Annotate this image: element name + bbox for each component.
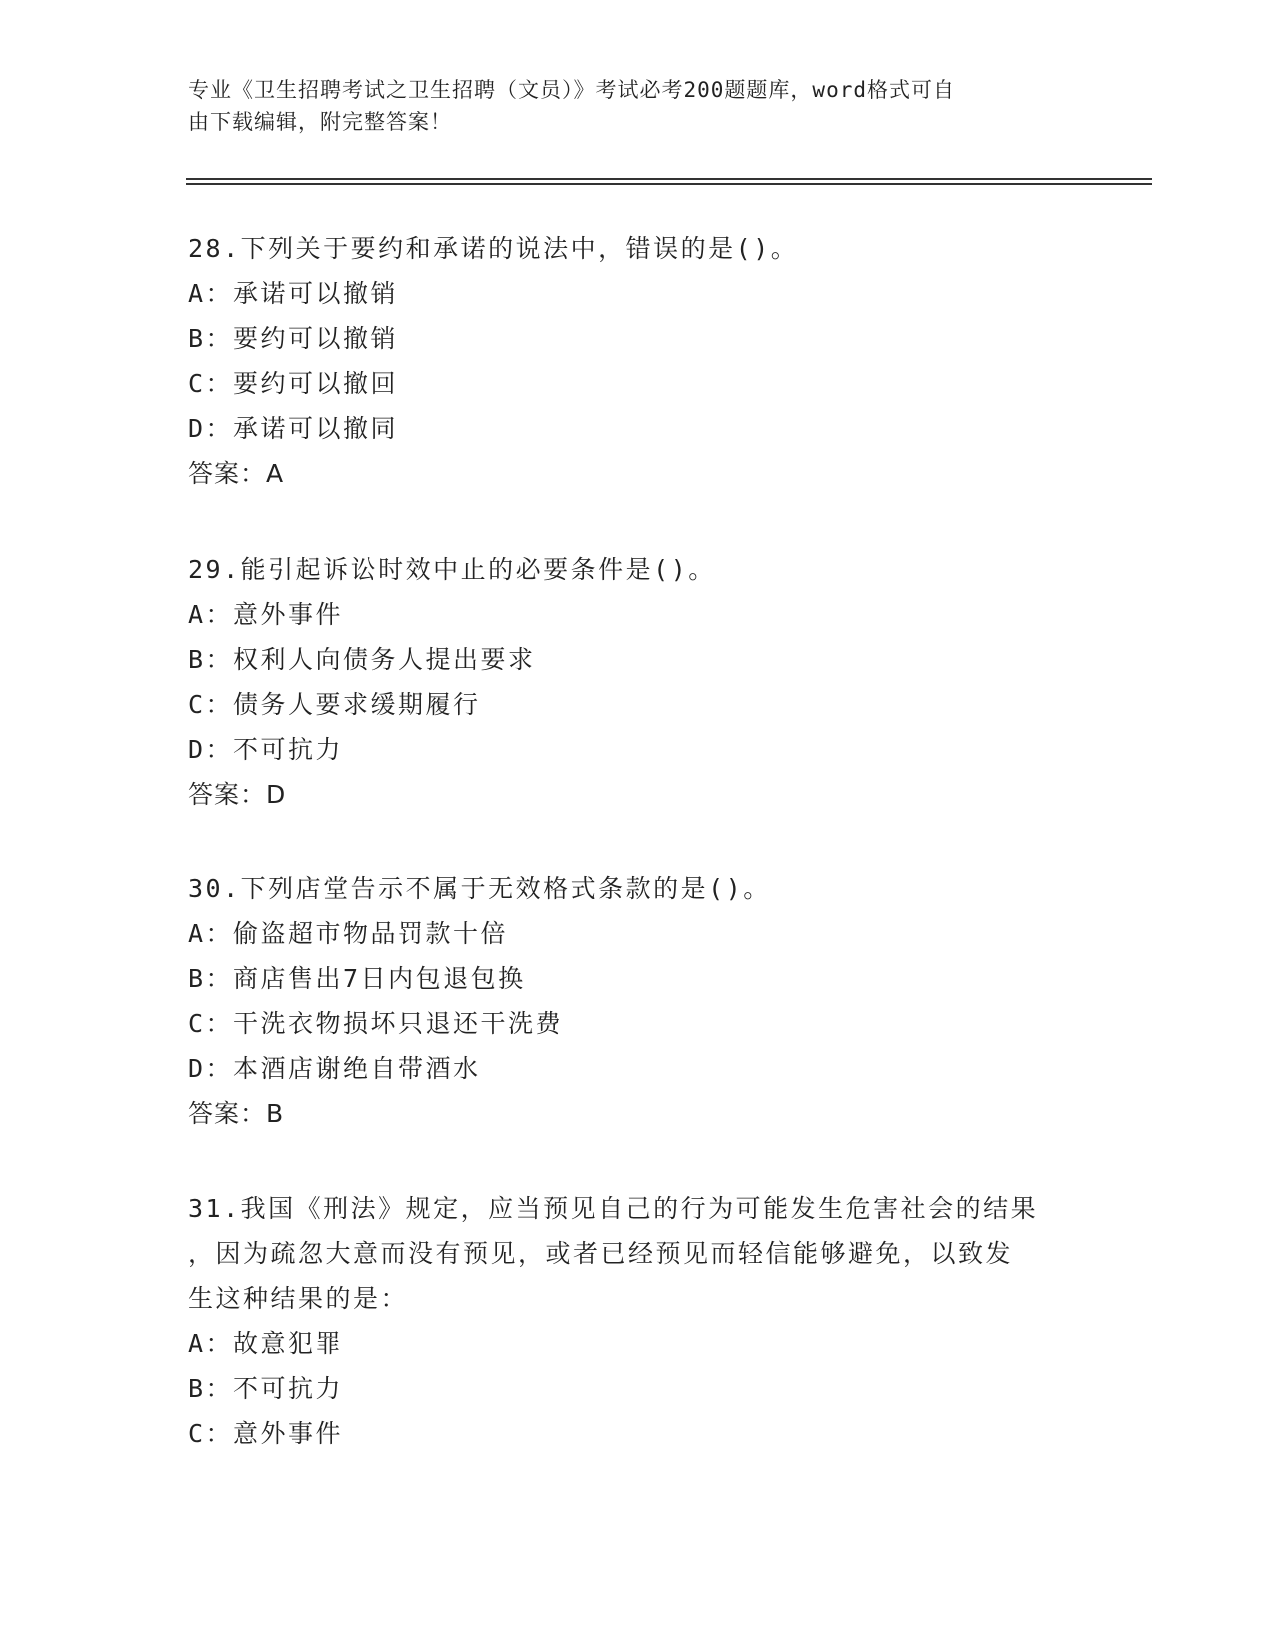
option-b: B：要约可以撤销 [188,324,399,353]
option-d: D：不可抗力 [188,735,344,764]
option-b: B：权利人向债务人提出要求 [188,645,536,674]
option-c: C：意外事件 [188,1419,344,1448]
header-line-2: 由下载编辑，附完整答案！ [188,110,452,134]
question-text-line-1: 31.我国《刑法》规定，应当预见自己的行为可能发生危害社会的结果 [188,1194,1039,1223]
header-line-1: 专业《卫生招聘考试之卫生招聘（文员）》考试必考200题题库，word格式可自 [188,78,955,102]
question-31 [188,1186,1088,1456]
option-a: A：偷盗超市物品罚款十倍 [188,919,509,948]
question-text-line-2: ，因为疏忽大意而没有预见，或者已经预见而轻信能够避免，以致发 [188,1239,1014,1268]
option-d: D：本酒店谢绝自带酒水 [188,1054,481,1083]
header-divider-top [186,178,1152,180]
question-30 [188,866,1088,1136]
option-c: C：干洗衣物损坏只退还干洗费 [188,1009,564,1038]
option-a: A：承诺可以撤销 [188,279,399,308]
question-text: 28.下列关于要约和承诺的说法中，错误的是()。 [188,234,799,263]
option-d: D：承诺可以撤同 [188,414,399,443]
question-text: 30.下列店堂告示不属于无效格式条款的是()。 [188,874,771,903]
question-29 [188,547,1088,817]
option-a: A：意外事件 [188,600,344,629]
question-text-line-3: 生这种结果的是： [188,1284,409,1313]
document-header [188,74,1068,138]
option-b: B：商店售出7日内包退包换 [188,964,526,993]
header-divider-bottom [186,183,1152,185]
answer: 答案：A [188,459,285,488]
option-c: C：要约可以撤回 [188,369,399,398]
question-28 [188,226,1088,496]
answer: 答案：D [188,780,287,809]
question-text: 29.能引起诉讼时效中止的必要条件是()。 [188,555,716,584]
option-c: C：债务人要求缓期履行 [188,690,481,719]
answer: 答案：B [188,1099,285,1128]
option-a: A：故意犯罪 [188,1329,344,1358]
option-b: B：不可抗力 [188,1374,344,1403]
